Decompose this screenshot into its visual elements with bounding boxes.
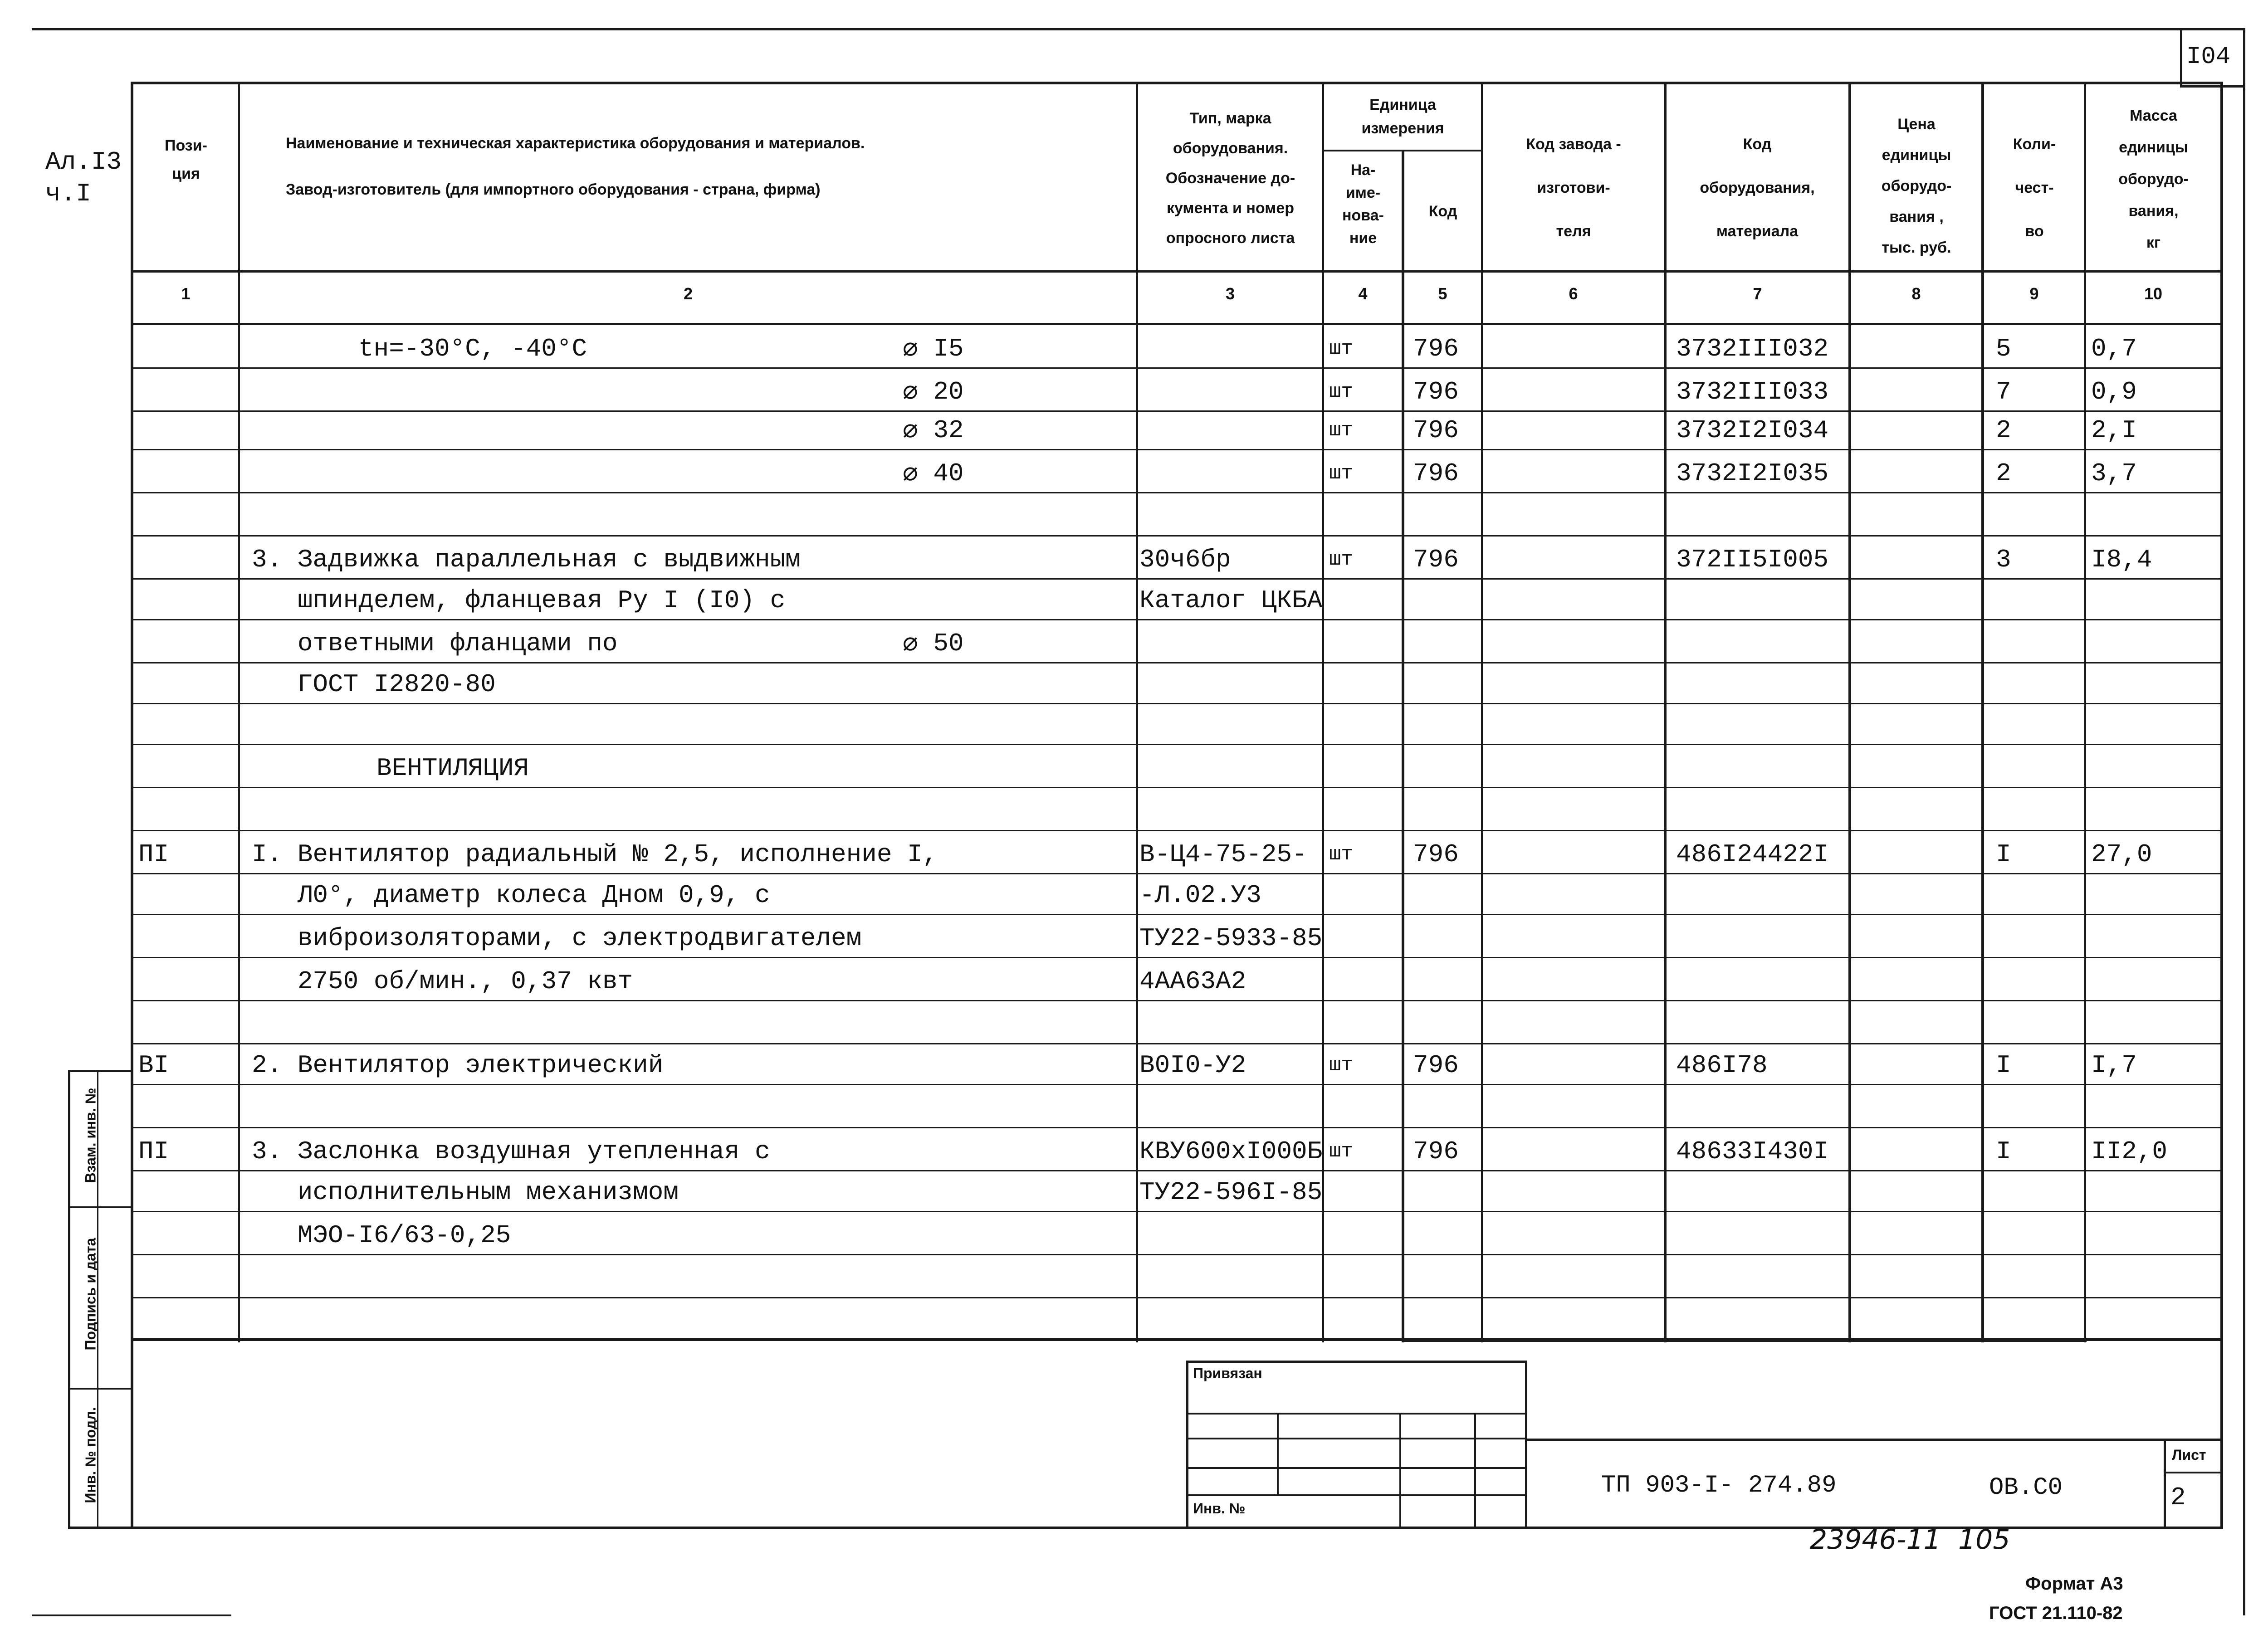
cell-code: 796 — [1413, 334, 1459, 363]
cell-equip: 3732I2I035 — [1676, 459, 1829, 488]
cell-type: ТУ22-5933-85 — [1139, 924, 1323, 953]
row-line — [131, 914, 2223, 915]
tb-top — [1186, 1361, 1526, 1363]
cell-code: 796 — [1413, 459, 1459, 488]
cell-unit: шт — [1329, 1140, 1353, 1163]
cell-qty: I — [1996, 1051, 2011, 1080]
tb-vdiv-3 — [1474, 1413, 1476, 1529]
row-line — [131, 957, 2223, 958]
stamp-div-1 — [68, 1206, 133, 1208]
handwritten-number: 23946-11 105 — [1810, 1524, 2010, 1556]
cell-type: КВУ600хI000Б — [1139, 1137, 1323, 1166]
cell-mass: 27,0 — [2091, 840, 2152, 869]
colnum-bottom — [131, 323, 2223, 325]
cell-code: 796 — [1413, 1137, 1459, 1166]
document-mark: ОВ.С0 — [1989, 1474, 2063, 1502]
row-line — [131, 578, 2223, 580]
row-line — [131, 1297, 2223, 1298]
row-line — [131, 744, 2223, 745]
col-div-8 — [1981, 82, 1984, 1342]
colnum-3: 3 — [1225, 284, 1235, 303]
cell-pos: ПI — [138, 1137, 169, 1166]
colnum-2: 2 — [683, 284, 693, 303]
hdr-quantity: Коли- чест- во — [2013, 136, 2056, 240]
cell-mass: II2,0 — [2091, 1137, 2168, 1166]
cell-code: 796 — [1413, 840, 1459, 869]
cell-code: 796 — [1413, 377, 1459, 406]
stamp-podpis: Подпись и дата — [82, 1238, 99, 1351]
cell-mass: I,7 — [2091, 1051, 2137, 1080]
stamp-div-2 — [68, 1388, 133, 1390]
album-ref-1: Ал.I3 — [45, 147, 122, 176]
stamp-inv-podl: Инв. № подл. — [82, 1407, 99, 1503]
cell-code: 796 — [1413, 545, 1459, 574]
cell-equip: 3732III032 — [1676, 334, 1829, 363]
hdr-unit-name: На- име- нова- ние — [1342, 161, 1384, 247]
cell-size: ⌀ 20 — [903, 377, 964, 406]
cell-size: ⌀ 50 — [903, 629, 964, 658]
col-div-4 — [1402, 150, 1404, 1342]
cell-name: шпинделем, фланцевая Ру I (I0) с — [252, 586, 786, 615]
gost-label: ГОСТ 21.110-82 — [1989, 1603, 2123, 1623]
cell-name: 3. Заслонка воздушная утепленная с — [252, 1137, 770, 1166]
tb-right-priv — [1525, 1361, 1527, 1529]
cell-type: 30ч6бр — [1139, 545, 1231, 574]
cell-name: 2750 об/мин., 0,37 квт — [252, 967, 633, 996]
cell-type: -Л.02.У3 — [1139, 881, 1261, 910]
cell-qty: 2 — [1996, 459, 2011, 488]
tb-list-mid — [2164, 1472, 2223, 1473]
hdr-price: Цена единицы оборудо- вания , тыс. руб. — [1881, 116, 1952, 256]
cell-name: I. Вентилятор радиальный № 2,5, исполнение I, — [252, 840, 938, 869]
cell-type: ТУ22-596I-85 — [1139, 1178, 1323, 1207]
cell-name: МЭО-I6/63-0,25 — [252, 1221, 511, 1250]
sheet-number: I04 — [2186, 43, 2231, 71]
cell-size: ⌀ 40 — [903, 459, 964, 488]
row-line — [131, 873, 2223, 874]
cell-unit: шт — [1329, 337, 1353, 360]
cell-unit: шт — [1329, 1054, 1353, 1077]
tb-left — [1186, 1361, 1188, 1529]
cell-equip: 486I78 — [1676, 1051, 1768, 1080]
row-line — [131, 1170, 2223, 1171]
list-number: 2 — [2170, 1483, 2186, 1512]
cell-unit: шт — [1329, 843, 1353, 866]
col-div-7 — [1848, 82, 1851, 1342]
cell-unit: шт — [1329, 548, 1353, 571]
album-ref-2: ч.I — [45, 179, 91, 208]
list-label: Лист — [2172, 1447, 2206, 1463]
row-line — [131, 619, 2223, 620]
hdr-position: Пози- ция — [165, 137, 207, 182]
colnum-8: 8 — [1911, 284, 1921, 303]
document-code: ТП 903-I- 274.89 — [1601, 1472, 1837, 1499]
cell-type: В-Ц4-75-25- — [1139, 840, 1307, 869]
cell-unit: шт — [1329, 462, 1353, 485]
table-top — [131, 82, 2223, 84]
privyazan-label: Привязан — [1193, 1365, 1262, 1381]
tb-vdiv-2 — [1399, 1413, 1401, 1529]
cell-name: Л0°, диаметр колеса Дном 0,9, с — [252, 881, 770, 910]
tb-vdiv-1 — [1277, 1413, 1279, 1494]
inv-no-label: Инв. № — [1193, 1500, 1246, 1517]
row-line — [131, 367, 2223, 369]
row-line — [131, 787, 2223, 788]
cell-unit: шт — [1329, 380, 1353, 403]
colnum-10: 10 — [2144, 284, 2163, 303]
row-line — [131, 535, 2223, 537]
colnum-1: 1 — [181, 284, 191, 303]
cell-unit: шт — [1329, 419, 1353, 442]
row-line — [131, 1084, 2223, 1085]
hdr-unit: Единица измерения — [1361, 96, 1444, 137]
stamp-vzam-inv: Взам. инв. № — [82, 1088, 99, 1183]
cell-size: ⌀ I5 — [903, 334, 964, 363]
colnum-5: 5 — [1438, 284, 1447, 303]
stamp-top — [68, 1070, 133, 1072]
tb-main-top — [1526, 1439, 2223, 1441]
cell-qty: 3 — [1996, 545, 2011, 574]
cell-name: исполнительным механизмом — [252, 1178, 679, 1207]
cell-code: 796 — [1413, 1051, 1459, 1080]
cell-equip: 3732I2I034 — [1676, 416, 1829, 445]
colnum-9: 9 — [2029, 284, 2039, 303]
colnum-4: 4 — [1358, 284, 1368, 303]
row-line — [131, 1211, 2223, 1212]
cell-pos: ПI — [138, 840, 169, 869]
row-line — [131, 1127, 2223, 1128]
hdr-factory-code: Код завода - изготови- теля — [1526, 136, 1621, 240]
row-line — [131, 410, 2223, 412]
cell-size: ⌀ 32 — [903, 416, 964, 445]
row-line — [131, 662, 2223, 663]
stamp-outer-left — [68, 1070, 70, 1529]
colnum-6: 6 — [1569, 284, 1578, 303]
cell-equip: 486I24422I — [1676, 840, 1829, 869]
cell-type: Каталог ЦКБА — [1139, 586, 1323, 615]
codes-bottom — [1402, 1338, 2087, 1342]
cell-qty: I — [1996, 840, 2011, 869]
row-line — [131, 1254, 2223, 1255]
sheetno-box-left — [2180, 28, 2182, 87]
frame-right — [2243, 28, 2245, 1615]
col-div-9 — [2084, 82, 2086, 1342]
hdr-mass: Масса единицы оборудо- вания, кг — [2118, 107, 2189, 251]
table-right — [2220, 82, 2223, 1529]
cell-name: ГОСТ I2820-80 — [252, 670, 496, 699]
sheetno-box-bottom — [2180, 85, 2245, 88]
cell-qty: 5 — [1996, 334, 2011, 363]
header-bottom — [131, 270, 2223, 273]
cell-code: 796 — [1413, 416, 1459, 445]
col-div-5 — [1481, 82, 1483, 1342]
row-line — [131, 449, 2223, 450]
cell-name: ответными фланцами по — [252, 629, 618, 658]
cell-equip: 372II5I005 — [1676, 545, 1829, 574]
cell-equip: 48633I430I — [1676, 1137, 1829, 1166]
cell-type: 4АА63А2 — [1139, 967, 1246, 996]
cell-name: ВЕНТИЛЯЦИЯ — [376, 754, 529, 783]
cell-equip: 3732III033 — [1676, 377, 1829, 406]
cell-qty: 2 — [1996, 416, 2011, 445]
cell-mass: 3,7 — [2091, 459, 2137, 488]
hdr-name: Наименование и техническая характеристика оборудования и материалов. Завод-изготовитель (для импортного оборудования - страна, фирма) — [286, 135, 865, 198]
cell-pos: BI — [138, 1051, 169, 1080]
cell-mass: 0,9 — [2091, 377, 2137, 406]
cell-qty: I — [1996, 1137, 2011, 1166]
frame-top — [32, 28, 2245, 30]
row-line — [131, 492, 2223, 493]
col-div-3 — [1322, 82, 1324, 1342]
unit-split — [1322, 150, 1481, 151]
row-line — [131, 1000, 2223, 1001]
cell-name: tн=-30°C, -40°C — [358, 334, 587, 363]
row-line — [131, 703, 2223, 704]
col-div-6 — [1664, 82, 1667, 1342]
cell-name: 3. Задвижка параллельная с выдвижным — [252, 545, 801, 574]
tb-list-left — [2164, 1439, 2166, 1529]
frame-bottom-stub — [32, 1614, 231, 1616]
row-line — [131, 830, 2223, 831]
colnum-7: 7 — [1753, 284, 1762, 303]
hdr-type: Тип, марка оборудования. Обозначение до- кумента и номер опросного листа — [1165, 110, 1295, 247]
cell-qty: 7 — [1996, 377, 2011, 406]
format-label: Формат А3 — [2025, 1574, 2123, 1594]
row-line — [131, 1043, 2223, 1044]
col-div-2 — [1136, 82, 1138, 1342]
cell-mass: 2,I — [2091, 416, 2137, 445]
cell-mass: I8,4 — [2091, 545, 2152, 574]
col-div-1 — [238, 82, 240, 1342]
hdr-equip-code: Код оборудования, материала — [1700, 136, 1815, 240]
cell-name: виброизоляторами, с электродвигателем — [252, 924, 862, 953]
cell-type: В0I0-У2 — [1139, 1051, 1246, 1080]
cell-name: 2. Вентилятор электрический — [252, 1051, 664, 1080]
cell-mass: 0,7 — [2091, 334, 2137, 363]
hdr-unit-code: Код — [1428, 203, 1457, 220]
